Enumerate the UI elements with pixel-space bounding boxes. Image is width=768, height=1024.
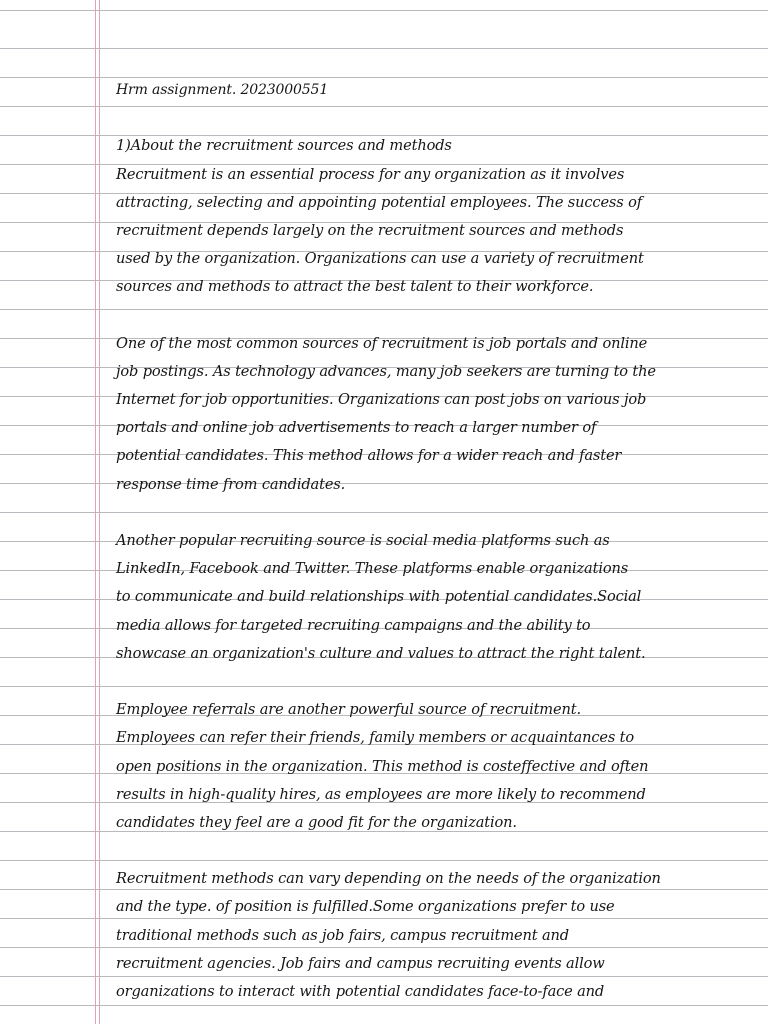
text-line: to communicate and build relationships with potential candidates.Social <box>116 588 642 606</box>
text-line: Internet for job opportunities. Organizations can post jobs on various job <box>116 391 647 409</box>
text-line: potential candidates. This method allows for a wider reach and faster <box>116 447 622 465</box>
text-line: One of the most common sources of recruitment is job portals and online <box>116 334 648 352</box>
text-line: recruitment depends largely on the recruitment sources and methods <box>116 221 624 239</box>
text-line: attracting, selecting and appointing potential employees. The success of <box>116 193 642 211</box>
text-line: used by the organization. Organizations can use a variety of recruitment <box>116 250 644 268</box>
text-line: candidates they feel are a good fit for the organization. <box>116 813 517 831</box>
text-line: LinkedIn, Facebook and Twitter. These platforms enable organizations <box>116 560 629 578</box>
text-line: portals and online job advertisements to reach a larger number of <box>116 419 597 437</box>
text-line: recruitment agencies. Job fairs and campus recruiting events allow <box>116 954 605 972</box>
text-line: media allows for targeted recruiting campaigns and the ability to <box>116 616 591 634</box>
text-line: Employee referrals are another powerful source of recruitment. <box>116 701 581 719</box>
text-line: Recruitment methods can vary depending on the needs of the organization <box>116 870 661 888</box>
text-line: traditional methods such as job fairs, campus recruitment and <box>116 926 569 944</box>
blank-line <box>116 499 756 527</box>
text-line: open positions in the organization. This method is costeffective and often <box>116 757 649 775</box>
blank-line <box>116 104 756 132</box>
section-heading: 1)About the recruitment sources and methods <box>116 137 452 155</box>
text-line: response time from candidates. <box>116 475 346 493</box>
text-line: and the type. of position is fulfilled.Some organizations prefer to use <box>116 898 615 916</box>
text-line: Recruitment is an essential process for any organization as it involves <box>116 165 625 183</box>
margin-line <box>95 0 96 1024</box>
margin-line <box>99 0 100 1024</box>
text-line: Another popular recruiting source is social media platforms such as <box>116 532 610 549</box>
text-line: organizations to interact with potential candidates face-to-face and <box>116 983 605 1000</box>
blank-line <box>116 837 756 865</box>
text-line: sources and methods to attract the best talent to their workforce. <box>116 278 594 296</box>
text-line: showcase an organization's culture and values to attract the right talent. <box>116 644 646 662</box>
blank-line <box>116 668 756 696</box>
blank-line <box>116 302 756 330</box>
text-line: results in high-quality hires, as employees are more likely to recommend <box>116 785 646 803</box>
handwritten-text <box>116 76 756 1006</box>
text-line: job postings. As technology advances, many job seekers are turning to the <box>116 362 656 380</box>
text-line: Employees can refer their friends, family members or acquaintances to <box>116 729 635 747</box>
document-title: Hrm assignment. 2023000551 <box>116 82 329 98</box>
